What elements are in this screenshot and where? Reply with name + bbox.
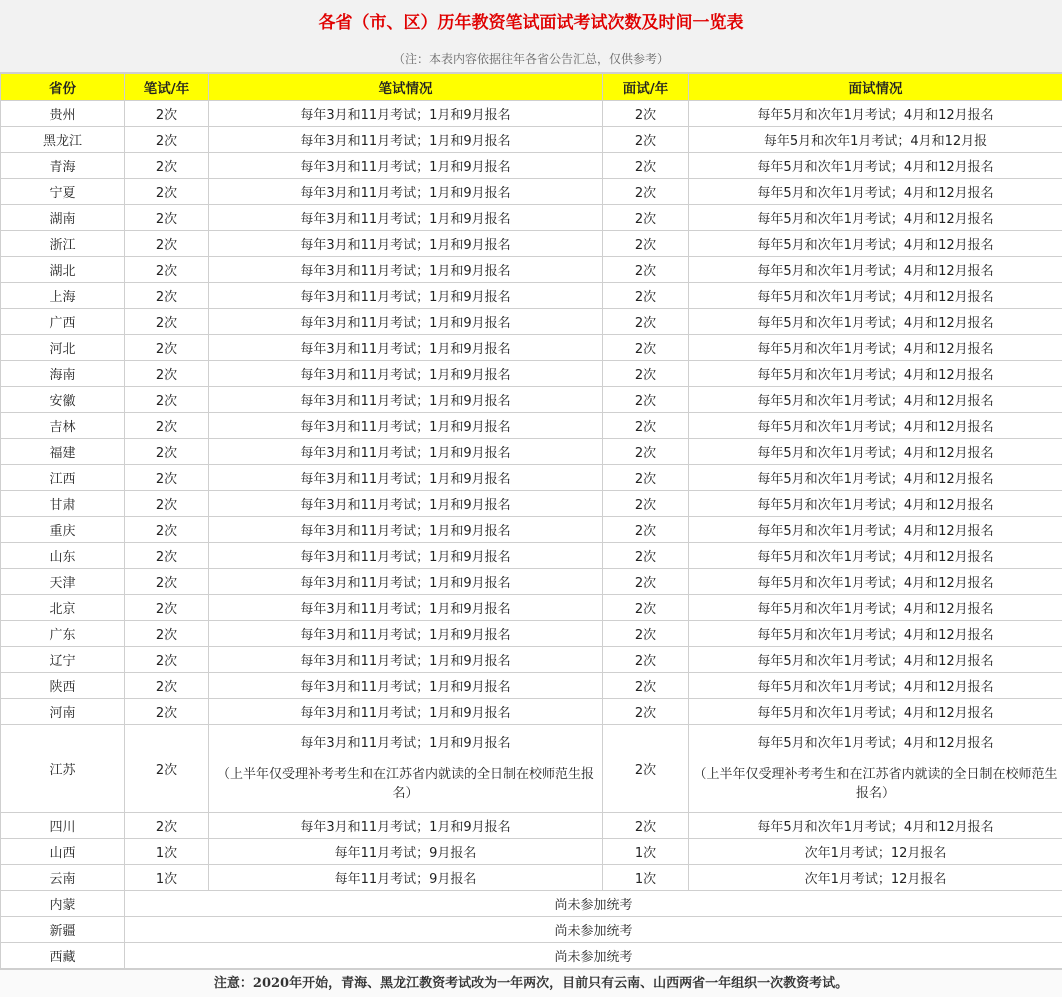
cell-written-times: 2次 bbox=[125, 699, 209, 725]
table-row-not-joined bbox=[1, 917, 1062, 943]
cell-province: 湖北 bbox=[1, 257, 125, 283]
cell-interview-info: 每年5月和次年1月考试；4月和12月报名 bbox=[689, 257, 1062, 283]
cell-written-info: 每年3月和11月考试；1月和9月报名 bbox=[209, 127, 603, 153]
cell-interview-info: 每年5月和次年1月考试；4月和12月报名 bbox=[689, 309, 1062, 335]
cell-interview-times: 2次 bbox=[603, 153, 689, 179]
cell-written-times: 2次 bbox=[125, 621, 209, 647]
table-row-jiangsu bbox=[1, 725, 1062, 813]
cell-province: 四川 bbox=[1, 813, 125, 839]
cell-written-info: 每年3月和11月考试；1月和9月报名 bbox=[209, 621, 603, 647]
cell-written-times: 2次 bbox=[125, 413, 209, 439]
interview-info-main: 每年5月和次年1月考试；4月和12月报名 bbox=[757, 736, 993, 751]
cell-written-times: 2次 bbox=[125, 543, 209, 569]
cell-interview-times: 2次 bbox=[603, 543, 689, 569]
table-row bbox=[1, 361, 1062, 387]
cell-written-times: 2次 bbox=[125, 309, 209, 335]
cell-interview-times: 2次 bbox=[603, 309, 689, 335]
cell-interview-info: 每年5月和次年1月考试；4月和12月报名 bbox=[689, 283, 1062, 309]
cell-interview-info: 每年5月和次年1月考试；4月和12月报名 bbox=[689, 205, 1062, 231]
cell-province: 上海 bbox=[1, 283, 125, 309]
header-written-times: 笔试/年 bbox=[125, 74, 209, 101]
cell-interview-times: 2次 bbox=[603, 231, 689, 257]
cell-province: 青海 bbox=[1, 153, 125, 179]
cell-interview-times: 1次 bbox=[603, 865, 689, 891]
cell-interview-times: 2次 bbox=[603, 179, 689, 205]
cell-interview-info: 每年5月和次年1月考试；4月和12月报名 bbox=[689, 101, 1062, 127]
header-province: 省份 bbox=[1, 74, 125, 101]
table-row bbox=[1, 465, 1062, 491]
cell-interview-times: 2次 bbox=[603, 569, 689, 595]
cell-written-info bbox=[209, 725, 603, 813]
cell-province: 广东 bbox=[1, 621, 125, 647]
cell-interview-info: 每年5月和次年1月考试；4月和12月报名 bbox=[689, 595, 1062, 621]
cell-interview-times: 2次 bbox=[603, 127, 689, 153]
cell-written-times: 2次 bbox=[125, 153, 209, 179]
cell-interview-times: 2次 bbox=[603, 101, 689, 127]
cell-written-times: 1次 bbox=[125, 839, 209, 865]
cell-interview-times: 2次 bbox=[603, 699, 689, 725]
cell-status: 尚未参加统考 bbox=[125, 943, 1062, 969]
cell-province: 辽宁 bbox=[1, 647, 125, 673]
cell-written-info: 每年3月和11月考试；1月和9月报名 bbox=[209, 153, 603, 179]
cell-province: 西藏 bbox=[1, 943, 125, 969]
cell-interview-times: 2次 bbox=[603, 647, 689, 673]
header-written-info: 笔试情况 bbox=[209, 74, 603, 101]
cell-interview-info: 每年5月和次年1月考试；4月和12月报名 bbox=[689, 621, 1062, 647]
cell-interview-times: 2次 bbox=[603, 283, 689, 309]
cell-written-times: 2次 bbox=[125, 673, 209, 699]
cell-interview-times: 2次 bbox=[603, 673, 689, 699]
cell-written-times: 2次 bbox=[125, 813, 209, 839]
cell-status: 尚未参加统考 bbox=[125, 917, 1062, 943]
cell-province: 天津 bbox=[1, 569, 125, 595]
written-info-main: 每年3月和11月考试；1月和9月报名 bbox=[300, 736, 510, 751]
cell-written-times: 2次 bbox=[125, 231, 209, 257]
cell-interview-info: 每年5月和次年1月考试；4月和12月报名 bbox=[689, 699, 1062, 725]
cell-written-info: 每年3月和11月考试；1月和9月报名 bbox=[209, 309, 603, 335]
table-row bbox=[1, 335, 1062, 361]
table-row bbox=[1, 101, 1062, 127]
cell-interview-times: 2次 bbox=[603, 491, 689, 517]
cell-written-times: 2次 bbox=[125, 283, 209, 309]
cell-interview-info: 每年5月和次年1月考试；4月和12月报名 bbox=[689, 543, 1062, 569]
table-row bbox=[1, 439, 1062, 465]
cell-interview-info: 每年5月和次年1月考试；4月和12月报名 bbox=[689, 647, 1062, 673]
cell-written-times: 1次 bbox=[125, 865, 209, 891]
cell-interview-times: 2次 bbox=[603, 387, 689, 413]
interview-info-note: （上半年仅受理补考考生和在江苏省内就读的全日制在校师范生报名） bbox=[693, 767, 1057, 801]
table-row bbox=[1, 491, 1062, 517]
cell-interview-times: 2次 bbox=[603, 621, 689, 647]
cell-province: 安徽 bbox=[1, 387, 125, 413]
cell-interview-info: 次年1月考试；12月报名 bbox=[689, 865, 1062, 891]
table-row bbox=[1, 517, 1062, 543]
cell-status: 尚未参加统考 bbox=[125, 891, 1062, 917]
cell-interview-times: 2次 bbox=[603, 335, 689, 361]
cell-written-info: 每年3月和11月考试；1月和9月报名 bbox=[209, 387, 603, 413]
header-interview-info: 面试情况 bbox=[689, 74, 1062, 101]
cell-written-info: 每年3月和11月考试；1月和9月报名 bbox=[209, 491, 603, 517]
cell-interview-times: 2次 bbox=[603, 439, 689, 465]
table-header-row bbox=[1, 74, 1062, 101]
table-row bbox=[1, 231, 1062, 257]
cell-province: 陕西 bbox=[1, 673, 125, 699]
exam-schedule-table bbox=[0, 73, 1062, 969]
cell-written-times: 2次 bbox=[125, 335, 209, 361]
table-row bbox=[1, 179, 1062, 205]
cell-province: 内蒙 bbox=[1, 891, 125, 917]
table-row bbox=[1, 257, 1062, 283]
table-row bbox=[1, 839, 1062, 865]
cell-written-info: 每年3月和11月考试；1月和9月报名 bbox=[209, 813, 603, 839]
cell-interview-times: 2次 bbox=[603, 257, 689, 283]
cell-province: 湖南 bbox=[1, 205, 125, 231]
table-row bbox=[1, 205, 1062, 231]
cell-written-info: 每年3月和11月考试；1月和9月报名 bbox=[209, 231, 603, 257]
cell-province: 河北 bbox=[1, 335, 125, 361]
cell-interview-times: 2次 bbox=[603, 813, 689, 839]
cell-interview-info: 每年5月和次年1月考试；4月和12月报名 bbox=[689, 179, 1062, 205]
cell-province: 宁夏 bbox=[1, 179, 125, 205]
cell-province: 黑龙江 bbox=[1, 127, 125, 153]
cell-written-info: 每年11月考试；9月报名 bbox=[209, 839, 603, 865]
cell-province: 北京 bbox=[1, 595, 125, 621]
header-interview-times: 面试/年 bbox=[603, 74, 689, 101]
cell-province: 海南 bbox=[1, 361, 125, 387]
footer-note: 注意：2020年开始，青海、黑龙江教资考试改为一年两次，目前只有云南、山西两省一年组织一次教资考试。 bbox=[0, 969, 1062, 997]
cell-written-info: 每年3月和11月考试；1月和9月报名 bbox=[209, 413, 603, 439]
table-row bbox=[1, 543, 1062, 569]
cell-interview-info: 每年5月和次年1月考试；4月和12月报名 bbox=[689, 387, 1062, 413]
cell-written-info: 每年3月和11月考试；1月和9月报名 bbox=[209, 517, 603, 543]
table-row bbox=[1, 283, 1062, 309]
cell-interview-info: 每年5月和次年1月考试；4月和12月报名 bbox=[689, 491, 1062, 517]
cell-written-times: 2次 bbox=[125, 179, 209, 205]
cell-interview-info: 次年1月考试；12月报名 bbox=[689, 839, 1062, 865]
cell-written-info: 每年3月和11月考试；1月和9月报名 bbox=[209, 569, 603, 595]
cell-province: 甘肃 bbox=[1, 491, 125, 517]
cell-province: 江苏 bbox=[1, 725, 125, 813]
cell-written-info: 每年3月和11月考试；1月和9月报名 bbox=[209, 647, 603, 673]
cell-written-times: 2次 bbox=[125, 101, 209, 127]
table-body bbox=[1, 101, 1062, 969]
table-row bbox=[1, 595, 1062, 621]
cell-interview-info: 每年5月和次年1月考试；4月和12月报名 bbox=[689, 439, 1062, 465]
cell-written-times: 2次 bbox=[125, 595, 209, 621]
cell-province: 新疆 bbox=[1, 917, 125, 943]
title-band bbox=[0, 0, 1062, 73]
cell-written-times: 2次 bbox=[125, 439, 209, 465]
cell-written-info: 每年3月和11月考试；1月和9月报名 bbox=[209, 673, 603, 699]
cell-province: 重庆 bbox=[1, 517, 125, 543]
cell-written-info: 每年3月和11月考试；1月和9月报名 bbox=[209, 257, 603, 283]
cell-written-times: 2次 bbox=[125, 387, 209, 413]
cell-written-times: 2次 bbox=[125, 725, 209, 813]
cell-interview-info bbox=[689, 725, 1062, 813]
table-row bbox=[1, 813, 1062, 839]
cell-interview-info: 每年5月和次年1月考试；4月和12月报名 bbox=[689, 231, 1062, 257]
cell-interview-info: 每年5月和次年1月考试；4月和12月报名 bbox=[689, 813, 1062, 839]
cell-written-info: 每年11月考试；9月报名 bbox=[209, 865, 603, 891]
cell-interview-info: 每年5月和次年1月考试；4月和12月报名 bbox=[689, 465, 1062, 491]
cell-interview-times: 2次 bbox=[603, 725, 689, 813]
table-row bbox=[1, 413, 1062, 439]
cell-province: 山东 bbox=[1, 543, 125, 569]
cell-interview-times: 2次 bbox=[603, 413, 689, 439]
cell-interview-times: 2次 bbox=[603, 595, 689, 621]
cell-interview-info: 每年5月和次年1月考试；4月和12月报名 bbox=[689, 153, 1062, 179]
cell-written-info: 每年3月和11月考试；1月和9月报名 bbox=[209, 439, 603, 465]
cell-interview-info: 每年5月和次年1月考试；4月和12月报名 bbox=[689, 413, 1062, 439]
cell-interview-info: 每年5月和次年1月考试；4月和12月报名 bbox=[689, 335, 1062, 361]
table-row bbox=[1, 387, 1062, 413]
cell-province: 云南 bbox=[1, 865, 125, 891]
table-row bbox=[1, 153, 1062, 179]
cell-interview-times: 2次 bbox=[603, 205, 689, 231]
table-row-not-joined bbox=[1, 891, 1062, 917]
table-row bbox=[1, 127, 1062, 153]
cell-province: 河南 bbox=[1, 699, 125, 725]
cell-written-times: 2次 bbox=[125, 127, 209, 153]
table-row bbox=[1, 673, 1062, 699]
cell-interview-info: 每年5月和次年1月考试；4月和12月报名 bbox=[689, 517, 1062, 543]
cell-written-info: 每年3月和11月考试；1月和9月报名 bbox=[209, 283, 603, 309]
table-row bbox=[1, 569, 1062, 595]
cell-written-info: 每年3月和11月考试；1月和9月报名 bbox=[209, 699, 603, 725]
table-row bbox=[1, 647, 1062, 673]
cell-written-info: 每年3月和11月考试；1月和9月报名 bbox=[209, 101, 603, 127]
cell-written-info: 每年3月和11月考试；1月和9月报名 bbox=[209, 543, 603, 569]
cell-interview-times: 2次 bbox=[603, 361, 689, 387]
cell-written-info: 每年3月和11月考试；1月和9月报名 bbox=[209, 595, 603, 621]
cell-written-times: 2次 bbox=[125, 491, 209, 517]
cell-province: 吉林 bbox=[1, 413, 125, 439]
cell-written-times: 2次 bbox=[125, 465, 209, 491]
table-row bbox=[1, 865, 1062, 891]
cell-written-info: 每年3月和11月考试；1月和9月报名 bbox=[209, 465, 603, 491]
page-subtitle: （注：本表内容依据往年各省公告汇总，仅供参考） bbox=[0, 46, 1062, 73]
table-row bbox=[1, 621, 1062, 647]
cell-written-times: 2次 bbox=[125, 517, 209, 543]
cell-province: 广西 bbox=[1, 309, 125, 335]
cell-written-times: 2次 bbox=[125, 257, 209, 283]
table-row bbox=[1, 309, 1062, 335]
cell-province: 浙江 bbox=[1, 231, 125, 257]
cell-province: 贵州 bbox=[1, 101, 125, 127]
cell-interview-times: 2次 bbox=[603, 517, 689, 543]
cell-written-info: 每年3月和11月考试；1月和9月报名 bbox=[209, 179, 603, 205]
cell-province: 江西 bbox=[1, 465, 125, 491]
cell-interview-info: 每年5月和次年1月考试；4月和12月报名 bbox=[689, 569, 1062, 595]
cell-written-times: 2次 bbox=[125, 569, 209, 595]
table-row-not-joined bbox=[1, 943, 1062, 969]
cell-written-times: 2次 bbox=[125, 361, 209, 387]
cell-interview-info: 每年5月和次年1月考试；4月和12月报名 bbox=[689, 673, 1062, 699]
cell-province: 山西 bbox=[1, 839, 125, 865]
table-row bbox=[1, 699, 1062, 725]
cell-interview-times: 2次 bbox=[603, 465, 689, 491]
page-title: 各省（市、区）历年教资笔试面试考试次数及时间一览表 bbox=[0, 0, 1062, 46]
cell-written-times: 2次 bbox=[125, 205, 209, 231]
cell-interview-times: 1次 bbox=[603, 839, 689, 865]
cell-province: 福建 bbox=[1, 439, 125, 465]
cell-interview-info: 每年5月和次年1月考试；4月和12月报 bbox=[689, 127, 1062, 153]
cell-interview-info: 每年5月和次年1月考试；4月和12月报名 bbox=[689, 361, 1062, 387]
cell-written-info: 每年3月和11月考试；1月和9月报名 bbox=[209, 361, 603, 387]
cell-written-info: 每年3月和11月考试；1月和9月报名 bbox=[209, 335, 603, 361]
written-info-note: （上半年仅受理补考考生和在江苏省内就读的全日制在校师范生报名） bbox=[217, 767, 594, 801]
cell-written-info: 每年3月和11月考试；1月和9月报名 bbox=[209, 205, 603, 231]
cell-written-times: 2次 bbox=[125, 647, 209, 673]
